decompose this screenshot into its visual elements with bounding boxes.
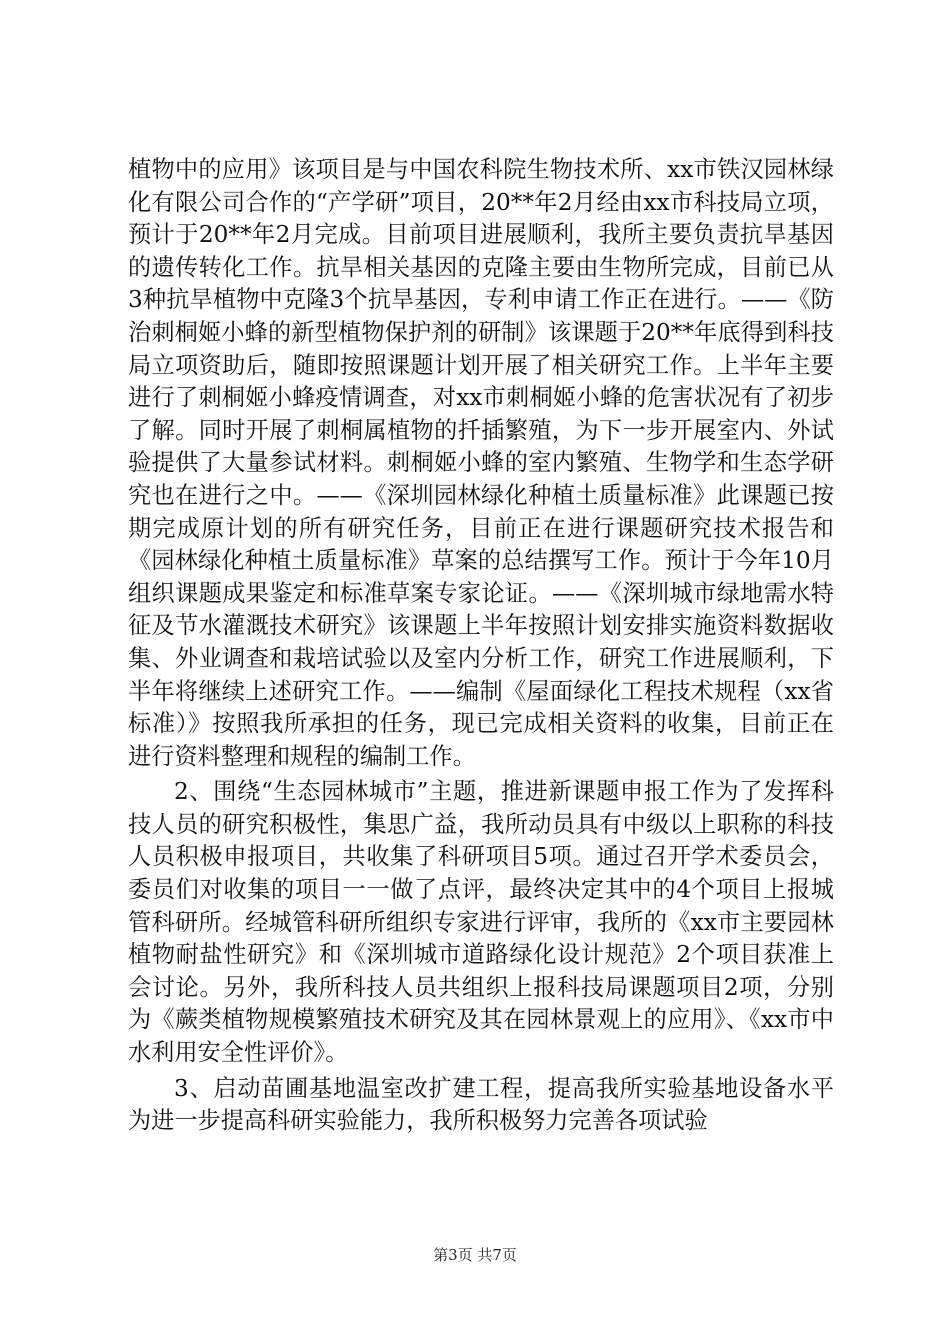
page-number: 第3页 [433, 1246, 473, 1264]
paragraph-greenhouse-expansion: 3、启动苗圃基地温室改扩建工程，提高我所实验基地设备水平为进一步提高科研实验能力，我所积极努力完善各项试验 [128, 1074, 834, 1135]
page-footer [0, 1245, 950, 1265]
paragraph-new-project-application: 2、围绕“生态园林城市”主题，推进新课题申报工作为了发挥科技人员的研究积极性，集思广益，我所动员具有中级以上职称的科技人员积极申报项目，共收集了科研项目5项。通过召开学术委员会，委员们对收集的项目一一做了点评，最终决定其中的4个项目上报城管科研所。经城管科研所组织专家进行评审，我所的《xx市主要园林植物耐盐性研究》和《深圳城市道路绿化设计规范》2个项目获准上会讨论。另外，我所科技人员共组织上报科技局课题项目2项，分别为《蕨类植物规模繁殖技术研究及其在园林景观上的应用》、《xx市中水利用安全性评价》。 [128, 778, 834, 1067]
document-body [128, 154, 834, 1138]
page-total: 共7页 [477, 1246, 517, 1264]
paragraph-project-progress: 植物中的应用》该项目是与中国农科院生物技术所、xx市铁汉园林绿化有限公司合作的“产学研”项目，20**年2月经由xx市科技局立项，预计于20**年2月完成。目前项目进展顺利，我所主要负责抗旱基因的遗传转化工作。抗旱相关基因的克隆主要由生物所完成，目前已从3种抗旱植物中克隆3个抗旱基因，专利申请工作正在进行。——《防治刺桐姬小蜂的新型植物保护剂的研制》该课题于20**年底得到科技局立项资助后，随即按照课题计划开展了相关研究工作。上半年主要进行了刺桐姬小蜂疫情调查，对xx市刺桐姬小蜂的危害状况有了初步了解。同时开展了刺桐属植物的扦插繁殖，为下一步开展室内、外试验提供了大量参试材料。刺桐姬小蜂的室内繁殖、生物学和生态学研究也在进行之中。——《深圳园林绿化种植土质量标准》此课题已按期完成原计划的所有研究任务，目前正在进行课题研究技术报告和《园林绿化种植土质量标准》草案的总结撰写工作。预计于今年10月组织课题成果鉴定和标准草案专家论证。——《深圳城市绿地需水特征及节水灌溉技术研究》该课题上半年按照计划安排实施资料数据收集、外业调查和栽培试验以及室内分析工作，研究工作进展顺利，下半年将继续上述研究工作。——编制《屋面绿化工程技术规程（xx省标准）》按照我所承担的任务，现已完成相关资料的收集，目前正在进行资料整理和规程的编制工作。 [128, 156, 834, 770]
